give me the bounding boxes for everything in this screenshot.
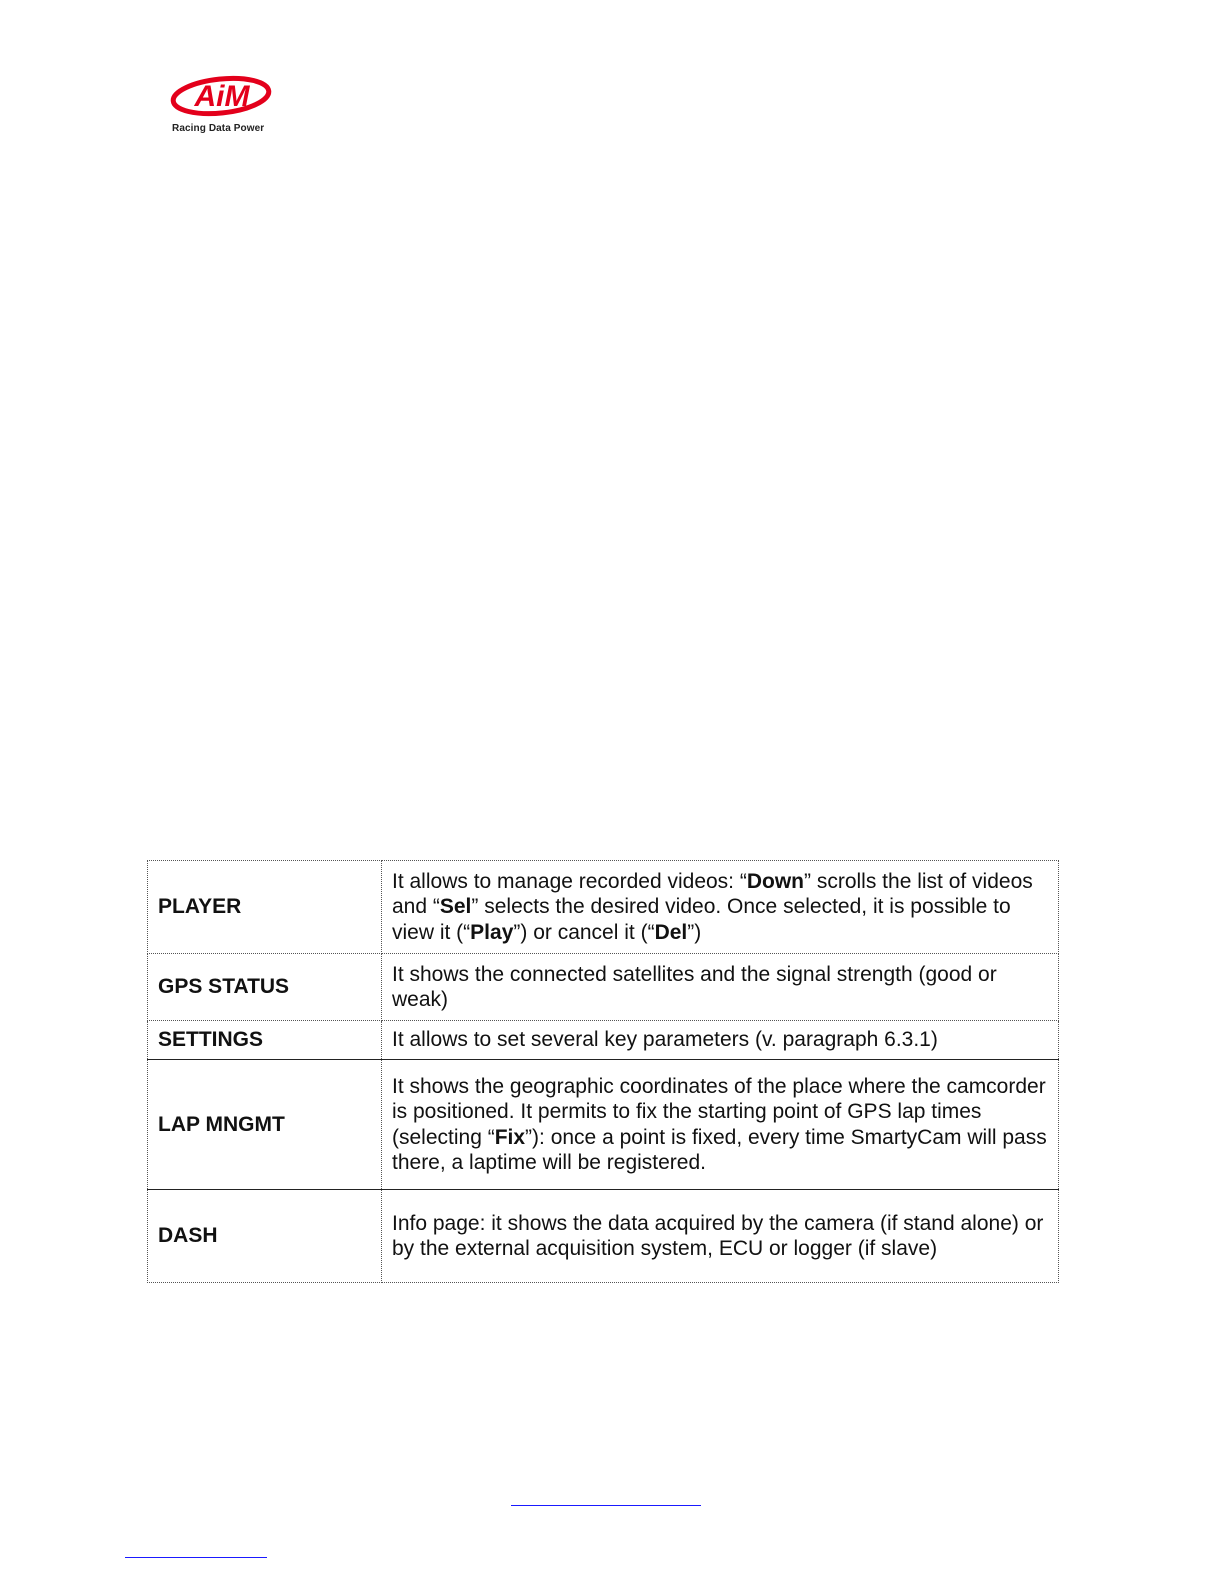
- text-segment: ”): once a point is fixed, every time SmartyCam will pass there, a laptime will be registered.: [392, 1125, 1047, 1174]
- text-segment: It allows to set several key parameters (v. paragraph 6.3.1): [392, 1028, 938, 1052]
- text-segment: It allows to manage recorded videos: “: [392, 869, 747, 893]
- bold-keyword: Down: [746, 869, 805, 893]
- menu-description-cell: [382, 1021, 1059, 1060]
- menu-description-cell: [382, 1190, 1059, 1283]
- text-segment: ” scrolls the list of videos and “: [392, 869, 1033, 919]
- footer-link-underline[interactable]: [511, 1505, 701, 1506]
- table-row: [148, 861, 1059, 954]
- bold-keyword: Del: [654, 920, 688, 944]
- menu-key-cell: PLAYER: [148, 861, 382, 954]
- footer-link-underline-secondary[interactable]: [125, 1557, 267, 1558]
- table-row: [148, 1190, 1059, 1283]
- text-segment: Info page: it shows the data acquired by the camera (if stand alone) or by the external acquisition system, ECU or logger (if slave): [392, 1211, 1044, 1260]
- text-segment: It shows the connected satellites and the signal strength (good or weak): [392, 962, 997, 1011]
- text-segment: It shows the geographic coordinates of the place where the camcorder is positioned. It permits to fix the starting point of GPS lap times (selecting “: [392, 1074, 1046, 1149]
- menu-description-table: [147, 860, 1059, 1283]
- bold-keyword: Play: [470, 920, 514, 944]
- table-row: [148, 954, 1059, 1021]
- menu-key-cell: LAP MNGMT: [148, 1060, 382, 1190]
- aim-logo: [170, 72, 274, 136]
- table-row: [148, 1060, 1059, 1190]
- aim-logo-mark: [170, 72, 274, 120]
- menu-key-cell: DASH: [148, 1190, 382, 1283]
- menu-description-cell: [382, 861, 1059, 954]
- table-row: [148, 1021, 1059, 1060]
- text-segment: ”): [687, 920, 702, 944]
- menu-description-cell: [382, 1060, 1059, 1190]
- bold-keyword: Fix: [494, 1125, 526, 1149]
- logo-tagline: Racing Data Power: [172, 123, 265, 134]
- text-segment: ”) or cancel it (“: [513, 920, 655, 944]
- menu-key-cell: SETTINGS: [148, 1021, 382, 1060]
- text-segment: ” selects the desired video. Once selected, it is possible to view it (“: [392, 895, 1011, 944]
- logo-brand-name: AiM: [194, 80, 250, 113]
- menu-description-cell: [382, 954, 1059, 1021]
- menu-key-cell: GPS STATUS: [148, 954, 382, 1021]
- bold-keyword: Sel: [439, 895, 472, 919]
